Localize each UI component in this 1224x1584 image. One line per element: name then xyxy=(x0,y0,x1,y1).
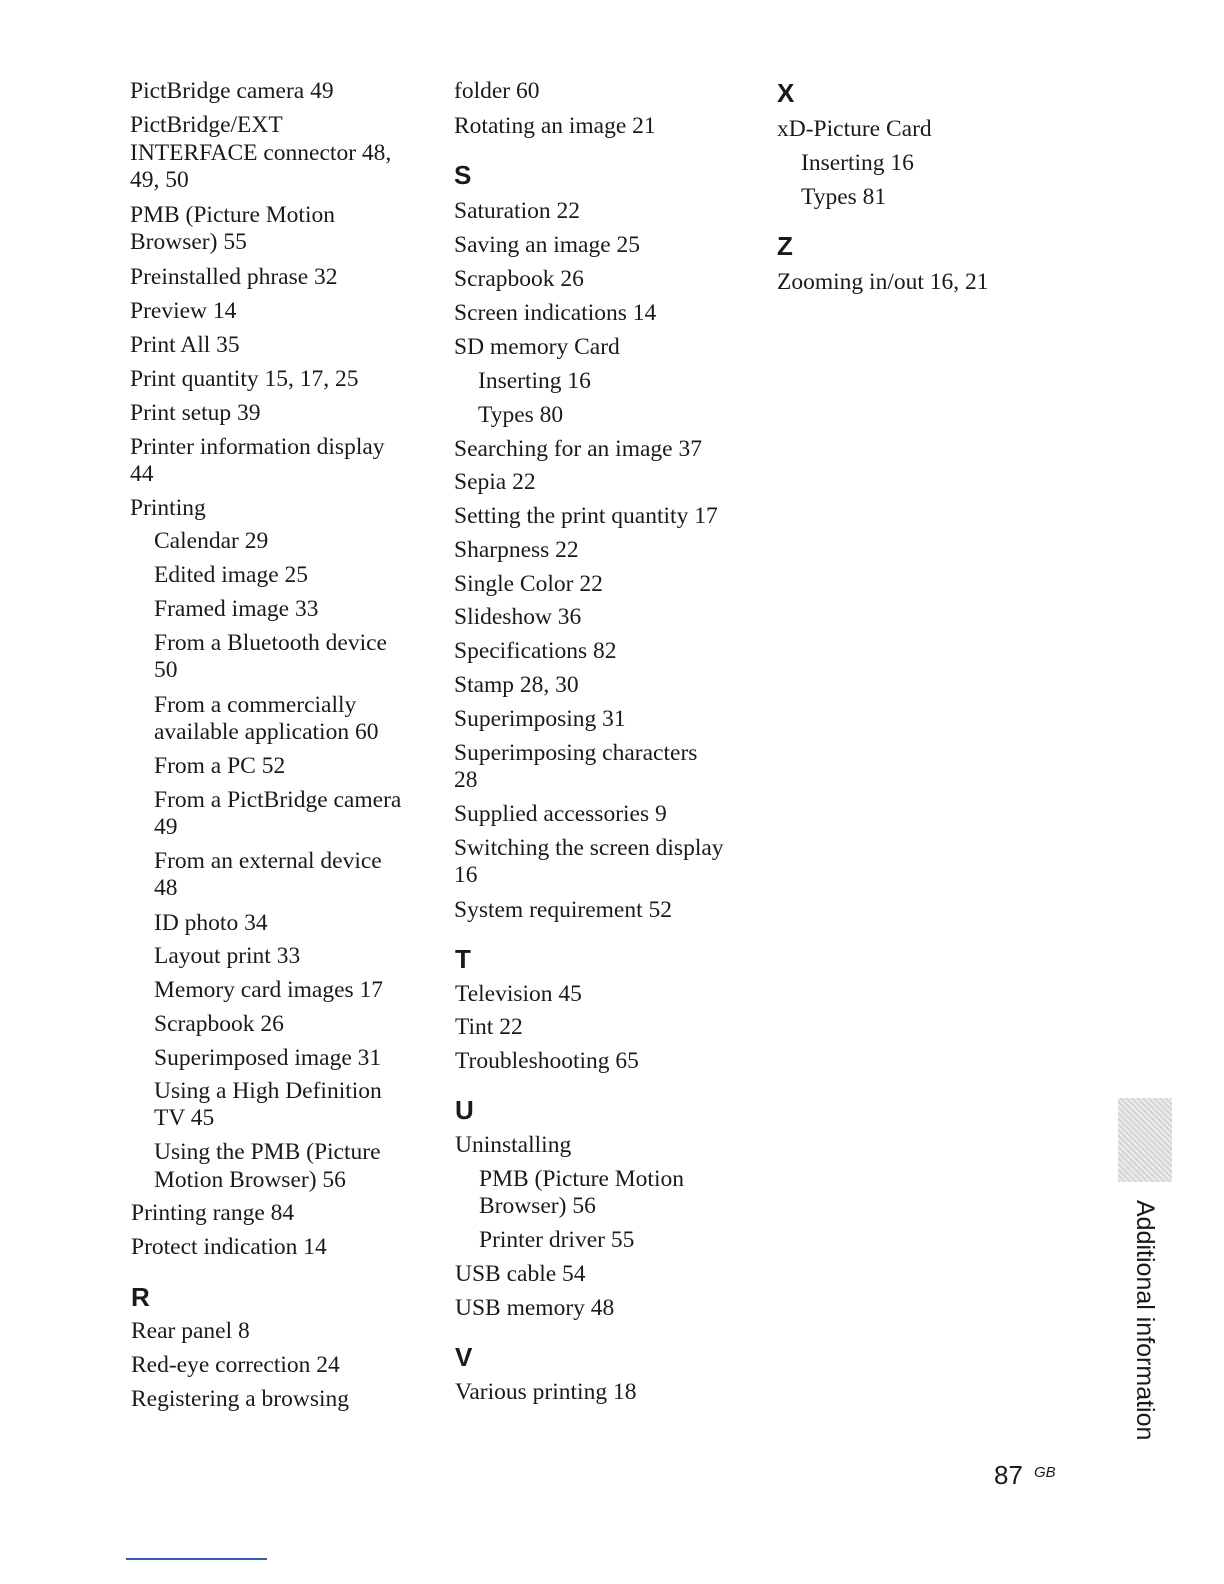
index-entry: PictBridge camera 49 xyxy=(130,78,334,104)
index-entry: 28 xyxy=(454,767,478,793)
index-subentry: From a commercially xyxy=(154,692,357,718)
index-entry: Registering a browsing xyxy=(131,1386,349,1412)
index-entry: System requirement 52 xyxy=(454,897,672,923)
index-entry: Saving an image 25 xyxy=(454,232,641,258)
index-subentry: Scrapbook 26 xyxy=(154,1011,284,1037)
index-entry: 44 xyxy=(130,461,154,487)
index-entry: INTERFACE connector 48, xyxy=(130,140,392,166)
index-entry: Superimposing 31 xyxy=(454,706,626,732)
index-entry: SD memory Card xyxy=(454,334,620,360)
index-entry: Preinstalled phrase 32 xyxy=(130,264,338,290)
index-entry: xD-Picture Card xyxy=(777,116,932,142)
index-entry: Printing xyxy=(130,495,206,521)
index-entry: Printer information display xyxy=(130,434,385,460)
index-entry: USB memory 48 xyxy=(455,1295,615,1321)
index-entry: PictBridge/EXT xyxy=(130,112,283,138)
index-entry: PMB (Picture Motion xyxy=(130,202,335,228)
index-entry: USB cable 54 xyxy=(455,1261,586,1287)
index-entry: Troubleshooting 65 xyxy=(455,1048,639,1074)
index-entry: Superimposing characters xyxy=(454,740,698,766)
chapter-side-label-text: Additional information xyxy=(1131,1200,1159,1441)
page-number-suffix: GB xyxy=(1034,1464,1056,1481)
index-subentry: Inserting 16 xyxy=(478,368,591,394)
index-entry: Slideshow 36 xyxy=(454,604,582,630)
index-entry: Supplied accessories 9 xyxy=(454,801,667,827)
index-subentry: Printer driver 55 xyxy=(479,1227,635,1253)
index-subentry: Types 80 xyxy=(478,402,564,428)
index-entry: Browser) 55 xyxy=(130,229,247,255)
index-entry: Print All 35 xyxy=(130,332,240,358)
index-entry: Uninstalling xyxy=(455,1132,572,1158)
index-subentry: Motion Browser) 56 xyxy=(154,1167,346,1193)
section-letter-u: U xyxy=(455,1095,474,1125)
index-subentry: ID photo 34 xyxy=(154,910,268,936)
index-entry: Preview 14 xyxy=(130,298,237,324)
index-subentry: Layout print 33 xyxy=(154,943,301,969)
index-entry: Tint 22 xyxy=(455,1014,523,1040)
index-subentry: From an external device xyxy=(154,848,382,874)
section-letter-v: V xyxy=(455,1342,473,1372)
index-entry: 16 xyxy=(454,862,478,888)
index-subentry: 49 xyxy=(154,814,178,840)
index-subentry: Inserting 16 xyxy=(801,150,914,176)
chapter-side-label xyxy=(1131,1200,1172,1441)
section-letter-t: T xyxy=(455,944,471,974)
footer-rule xyxy=(126,1558,267,1560)
index-entry: Searching for an image 37 xyxy=(454,436,702,462)
index-subentry: Using the PMB (Picture xyxy=(154,1139,381,1165)
index-subentry: Superimposed image 31 xyxy=(154,1045,382,1071)
index-subentry: Framed image 33 xyxy=(154,596,319,622)
index-subentry: From a PictBridge camera xyxy=(154,787,402,813)
index-subentry: From a Bluetooth device xyxy=(154,630,387,656)
index-entry: Switching the screen display xyxy=(454,835,724,861)
index-entry: Printing range 84 xyxy=(131,1200,295,1226)
index-subentry: available application 60 xyxy=(154,719,379,745)
section-letter-s: S xyxy=(454,160,472,190)
index-entry: Zooming in/out 16, 21 xyxy=(777,269,989,295)
index-subentry: From a PC 52 xyxy=(154,753,286,779)
page-number: 87 xyxy=(994,1460,1023,1490)
index-entry: Sharpness 22 xyxy=(454,537,579,563)
index-entry: Specifications 82 xyxy=(454,638,617,664)
index-entry: Rotating an image 21 xyxy=(454,113,656,139)
index-entry: Television 45 xyxy=(455,981,582,1007)
index-entry: Print quantity 15, 17, 25 xyxy=(130,366,359,392)
index-subentry: Browser) 56 xyxy=(479,1193,596,1219)
index-entry: 49, 50 xyxy=(130,167,189,193)
index-subentry: 50 xyxy=(154,657,178,683)
index-subentry: Edited image 25 xyxy=(154,562,309,588)
index-entry: Single Color 22 xyxy=(454,571,603,597)
index-entry: Screen indications 14 xyxy=(454,300,657,326)
index-entry: Scrapbook 26 xyxy=(454,266,584,292)
index-subentry: Types 81 xyxy=(801,184,887,210)
index-subentry: PMB (Picture Motion xyxy=(479,1166,684,1192)
section-letter-z: Z xyxy=(777,231,793,261)
chapter-tab-marker xyxy=(1118,1098,1172,1182)
section-letter-r: R xyxy=(131,1282,150,1312)
index-entry: Protect indication 14 xyxy=(131,1234,327,1260)
index-subentry: Memory card images 17 xyxy=(154,977,384,1003)
index-entry: Saturation 22 xyxy=(454,198,580,224)
index-entry: Setting the print quantity 17 xyxy=(454,503,718,529)
index-entry: Various printing 18 xyxy=(455,1379,637,1405)
index-entry: folder 60 xyxy=(454,78,540,104)
index-entry: Red-eye correction 24 xyxy=(131,1352,340,1378)
section-letter-x: X xyxy=(777,78,795,108)
index-subentry: 48 xyxy=(154,875,178,901)
index-entry: Rear panel 8 xyxy=(131,1318,250,1344)
index-entry: Sepia 22 xyxy=(454,469,536,495)
index-subentry: Calendar 29 xyxy=(154,528,269,554)
index-subentry: TV 45 xyxy=(154,1105,215,1131)
index-entry: Print setup 39 xyxy=(130,400,261,426)
index-subentry: Using a High Definition xyxy=(154,1078,382,1104)
index-entry: Stamp 28, 30 xyxy=(454,672,579,698)
